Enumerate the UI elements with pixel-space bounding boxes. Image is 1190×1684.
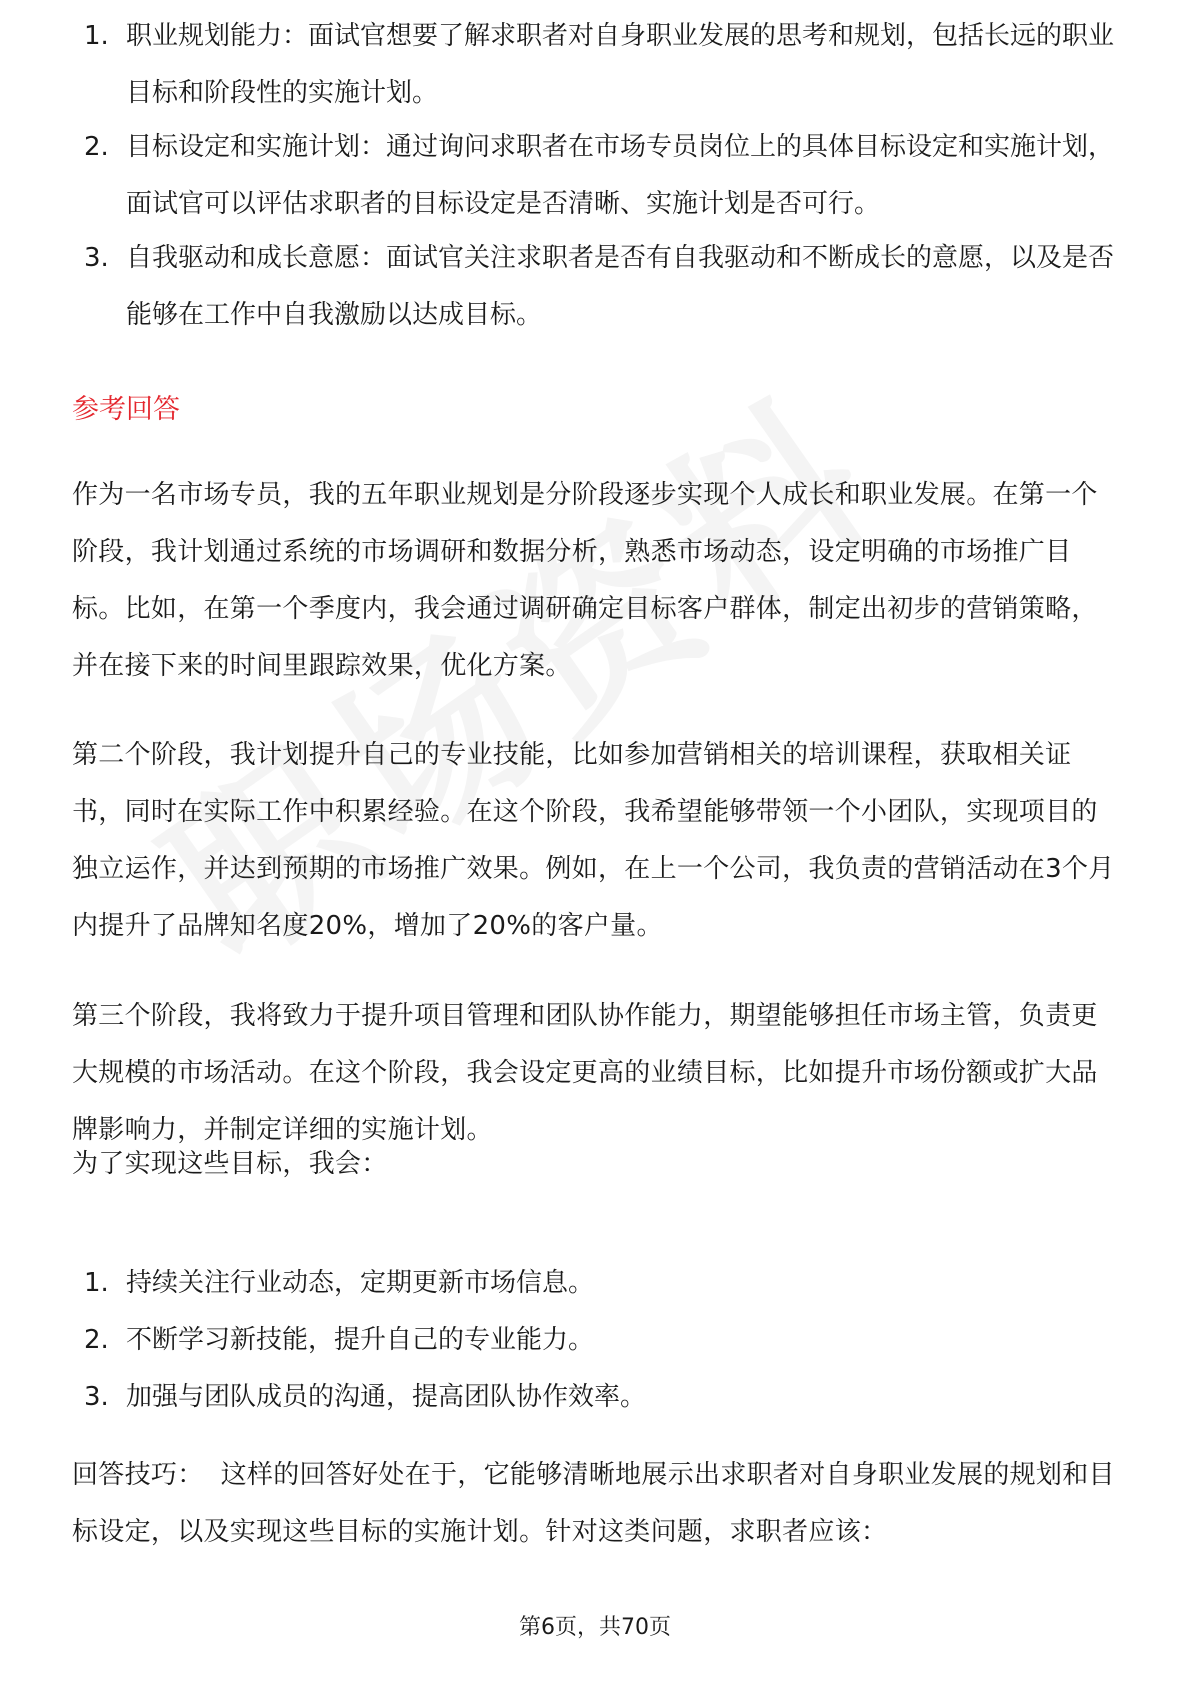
- answer-paragraph: 为了实现这些目标，我会：: [72, 1149, 388, 1179]
- list-text: 持续关注行业动态，定期更新市场信息。: [126, 1268, 595, 1298]
- answer-paragraph: 第三个阶段，我将致力于提升项目管理和团队协作能力，期望能够担任市场主管，负责更大规模的市场活动。在这个阶段，我会设定更高的业绩目标，比如提升市场份额或扩大品牌影响力，并制定详细的实施计划。: [72, 1001, 1098, 1145]
- list-text: 职业规划能力：面试官想要了解求职者对自身职业发展的思考和规划，包括长远的职业目标和阶段性的实施计划。: [126, 21, 1115, 108]
- tips-paragraph: 回答技巧： 这样的回答好处在于，它能够清晰地展示出求职者对自身职业发展的规划和目标设定，以及实现这些目标的实施计划。针对这类问题，求职者应该：: [72, 1460, 1115, 1547]
- list-item: [84, 230, 1124, 344]
- list-number: 3.: [84, 1382, 109, 1412]
- list-number: 2.: [84, 132, 109, 162]
- answer-paragraph: 作为一名市场专员，我的五年职业规划是分阶段逐步实现个人成长和职业发展。在第一个阶段，我计划通过系统的市场调研和数据分析，熟悉市场动态，设定明确的市场推广目标。比如，在第一个季度内，我会通过调研确定目标客户群体，制定出初步的营销策略，并在接下来的时间里跟踪效果，优化方案。: [72, 480, 1098, 681]
- list-number: 3.: [84, 243, 109, 273]
- list-item: [84, 1369, 1124, 1426]
- list-text: 不断学习新技能，提升自己的专业能力。: [126, 1325, 595, 1355]
- list-item: [84, 1255, 1124, 1312]
- page-footer: 第6页，共70页: [519, 1615, 671, 1640]
- list-number: 2.: [84, 1325, 109, 1355]
- list-item: [84, 119, 1124, 233]
- section-title: 参考回答: [72, 394, 180, 425]
- list-text: 自我驱动和成长意愿：面试官关注求职者是否有自我驱动和不断成长的意愿，以及是否能够在工作中自我激励以达成目标。: [126, 243, 1115, 330]
- list-text: 加强与团队成员的沟通，提高团队协作效率。: [126, 1382, 647, 1412]
- list-item: [84, 1312, 1124, 1369]
- action-list: [84, 1255, 1124, 1426]
- list-item: [84, 8, 1124, 122]
- answer-paragraph: 第二个阶段，我计划提升自己的专业技能，比如参加营销相关的培训课程，获取相关证书，同时在实际工作中积累经验。在这个阶段，我希望能够带领一个小团队，实现项目的独立运作，并达到预期的市场推广效果。例如，在上一个公司，我负责的营销活动在3个月内提升了品牌知名度20%，增加了20%的客户量。: [72, 740, 1115, 941]
- list-number: 1.: [84, 21, 109, 51]
- criteria-list: [84, 21, 1124, 344]
- list-number: 1.: [84, 1268, 109, 1298]
- list-text: 目标设定和实施计划：通过询问求职者在市场专员岗位上的具体目标设定和实施计划，面试官可以评估求职者的目标设定是否清晰、实施计划是否可行。: [126, 132, 1115, 219]
